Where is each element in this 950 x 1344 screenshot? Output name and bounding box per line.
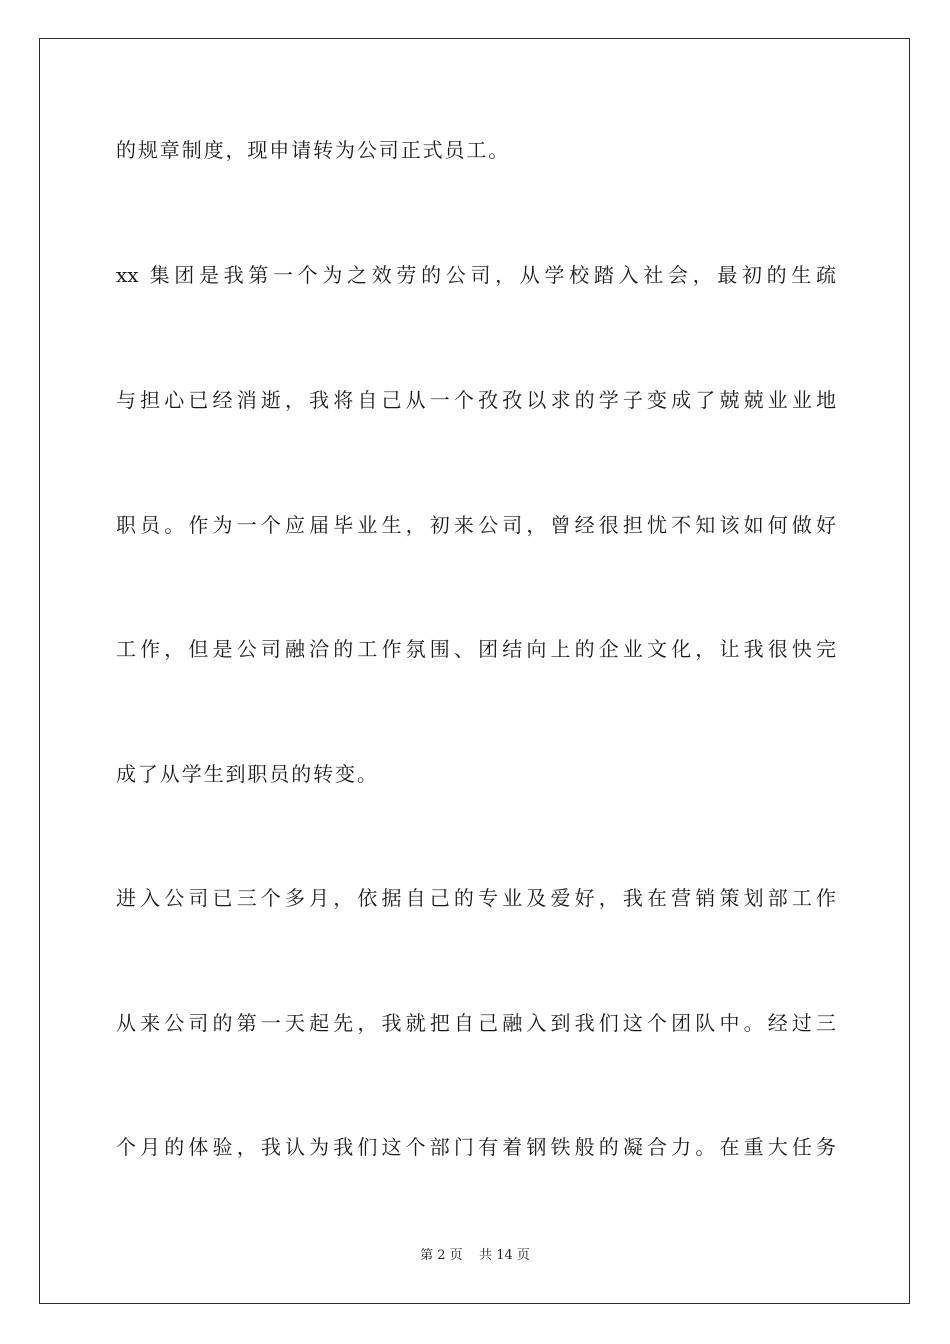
text-line-6: 成了从学生到职员的转变。 (116, 762, 379, 786)
text-line-4: 职员。作为一个应届毕业生，初来公司，曾经很担忧不知该如何做好 (116, 513, 836, 537)
text-line-3: 与担心已经消逝，我将自己从一个孜孜以求的学子变成了兢兢业业地 (116, 388, 836, 412)
page-number-footer: 第 2 页 共 14 页 (420, 1248, 530, 1263)
page-border (39, 38, 910, 1304)
text-line-9: 个月的体验，我认为我们这个部门有着钢铁般的凝合力。在重大任务 (116, 1135, 836, 1159)
text-line-7: 进入公司已三个多月，依据自己的专业及爱好，我在营销策划部工作 (116, 886, 836, 910)
text-line-2: xx 集团是我第一个为之效劳的公司，从学校踏入社会，最初的生疏 (116, 263, 836, 287)
text-line-1: 的规章制度，现申请转为公司正式员工。 (116, 138, 511, 162)
text-line-5: 工作，但是公司融洽的工作氛围、团结向上的企业文化，让我很快完 (116, 637, 836, 661)
text-line-8: 从来公司的第一天起先，我就把自己融入到我们这个团队中。经过三 (116, 1011, 836, 1035)
